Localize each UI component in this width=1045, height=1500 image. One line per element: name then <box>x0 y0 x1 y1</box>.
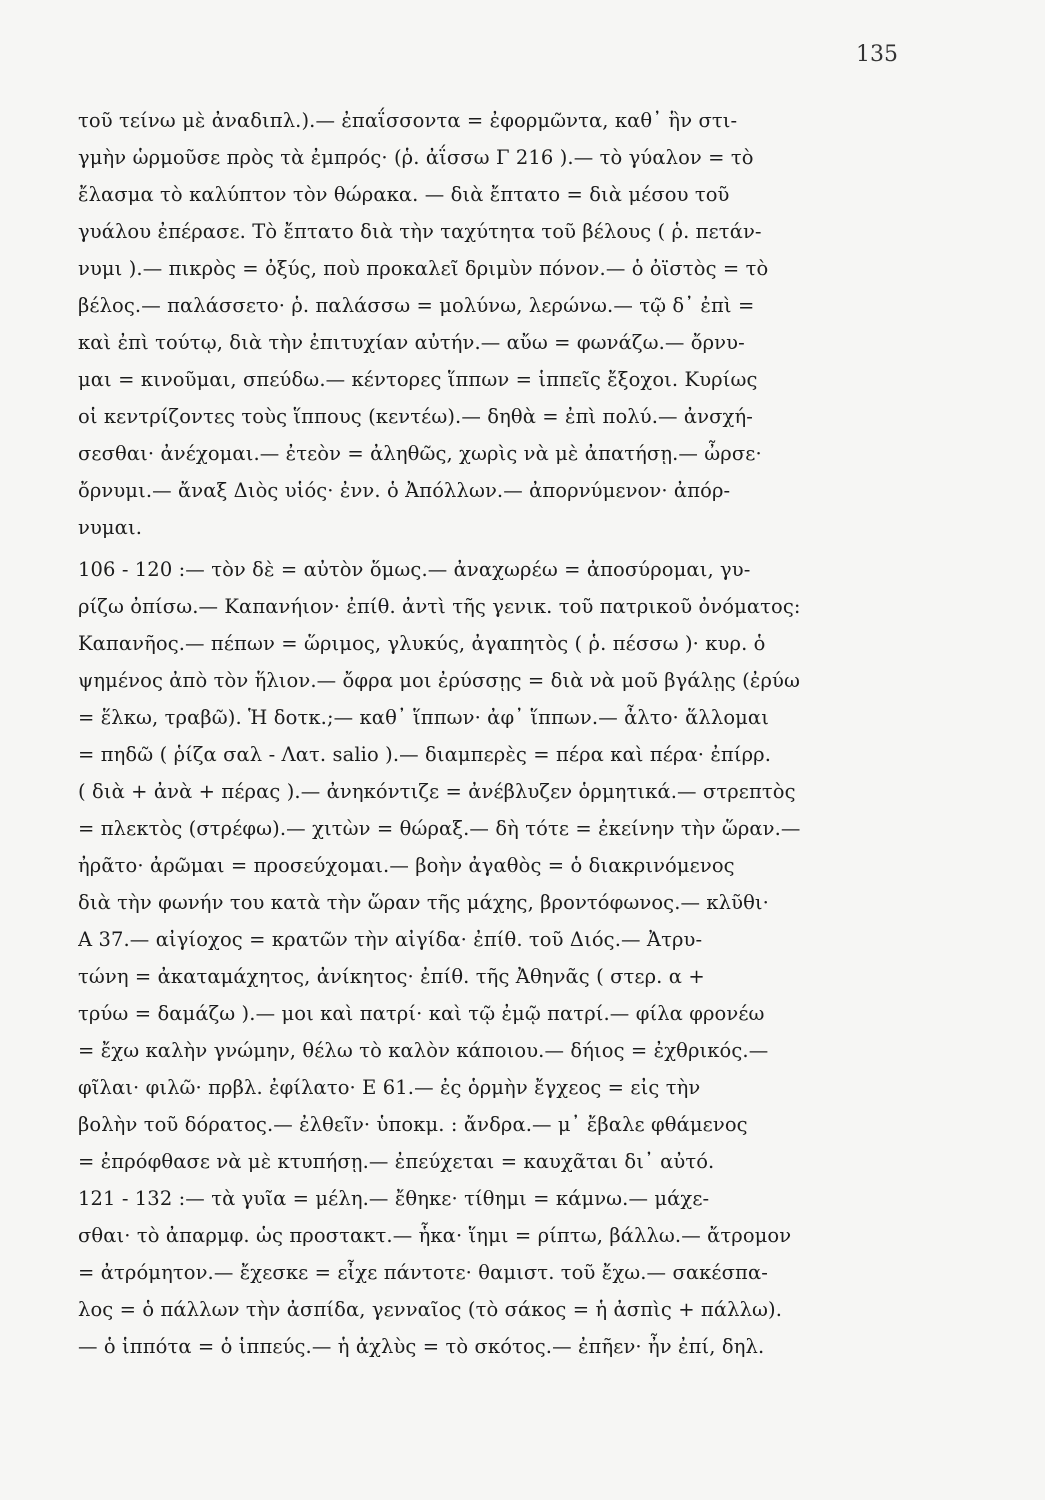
text-line: Καπανῆος.— πέπων = ὥριμος, γλυκύς, ἀγαπητὸς ( ῥ. πέσσω )· κυρ. ὁ <box>78 632 766 655</box>
text-line: = ἔχω καλὴν γνώμην, θέλω τὸ καλὸν κάποιου.— δήιος = ἐχθρικός.— <box>78 1039 769 1062</box>
text-line: = πλεκτὸς (στρέφω).— χιτὼν = θώραξ.— δὴ τότε = ἐκείνην τὴν ὥραν.— <box>78 817 801 840</box>
text-line: διὰ τὴν φωνήν του κατὰ τὴν ὥραν τῆς μάχης, βροντόφωνος.— κλῦθι· <box>78 891 769 914</box>
commentary-paragraph-2 <box>78 551 910 1180</box>
text-line: τώνη = ἀκαταμάχητος, ἀνίκητος· ἐπίθ. τῆς Ἀθηνᾶς ( στερ. α + <box>78 965 705 988</box>
text-line: νυμι ).— πικρὸς = ὀξύς, ποὺ προκαλεῖ δριμὺν πόνον.— ὁ ὀϊστὸς = τὸ <box>78 257 769 280</box>
text-line: ἔλασμα τὸ καλύπτον τὸν θώρακα. — διὰ ἔπτατο = διὰ μέσου τοῦ <box>78 183 730 206</box>
text-line: γυάλου ἐπέρασε. Τὸ ἔπτατο διὰ τὴν ταχύτητα τοῦ βέλους ( ῥ. πετάν- <box>78 220 762 243</box>
text-line: σεσθαι· ἀνέχομαι.— ἐτεὸν = ἀληθῶς, χωρὶς νὰ μὲ ἀπατήσῃ.— ὦρσε· <box>78 442 762 465</box>
text-line: 106 - 120 :— τὸν δὲ = αὐτὸν ὅμως.— ἀναχωρέω = ἀποσύρομαι, γυ- <box>78 558 751 581</box>
text-line: 121 - 132 :— τὰ γυῖα = μέλη.— ἔθηκε· τίθημι = κάμνω.— μάχε- <box>78 1187 710 1210</box>
text-line: τρύω = δαμάζω ).— μοι καὶ πατρί· καὶ τῷ ἐμῷ πατρί.— φίλα φρονέω <box>78 1002 765 1025</box>
text-line: Α 37.— αἰγίοχος = κρατῶν τὴν αἰγίδα· ἐπίθ. τοῦ Διός.— Ἀτρυ- <box>78 928 703 951</box>
text-line: λος = ὁ πάλλων τὴν ἀσπίδα, γενναῖος (τὸ σάκος = ἡ ἀσπὶς + πάλλω). <box>78 1298 783 1321</box>
text-line: γμὴν ὡρμοῦσε πρὸς τὰ ἐμπρός· (ῥ. ἀΐσσω Γ 216 ).— τὸ γύαλον = τὸ <box>78 146 754 169</box>
text-line: νυμαι. <box>78 516 142 539</box>
text-line: σθαι· τὸ ἀπαρμφ. ὡς προστακτ.— ἧκα· ἵημι = ρίπτω, βάλλω.— ἄτρομον <box>78 1224 792 1247</box>
text-line: = πηδῶ ( ῥίζα σαλ - Λατ. salio ).— διαμπερὲς = πέρα καὶ πέρα· ἐπίρρ. <box>78 743 772 766</box>
text-line: = ἀτρόμητον.— ἔχεσκε = εἶχε πάντοτε· θαμιστ. τοῦ ἔχω.— σακέσπα- <box>78 1261 768 1284</box>
text-line: τοῦ τείνω μὲ ἀναδιπλ.).— ἐπαΐσσοντα = ἐφορμῶντα, καθ᾽ ἣν στι- <box>78 109 738 132</box>
text-line: οἱ κεντρίζοντες τοὺς ἵππους (κεντέω).— δηθὰ = ἐπὶ πολύ.— ἀνσχή- <box>78 405 753 428</box>
text-line: καὶ ἐπὶ τούτῳ, διὰ τὴν ἐπιτυχίαν αὐτήν.— αὔω = φωνάζω.— ὄρνυ- <box>78 331 745 354</box>
text-line: ἠρᾶτο· ἀρῶμαι = προσεύχομαι.— βοὴν ἀγαθὸς = ὁ διακρινόμενος <box>78 854 735 877</box>
text-line: = ἕλκω, τραβῶ). Ἡ δοτκ.;— καθ᾽ ἵππων· ἀφ᾽ ἵππων.— ἆλτο· ἅλλομαι <box>78 706 769 729</box>
commentary-paragraph-1 <box>78 102 910 546</box>
page-number: 135 <box>856 42 898 67</box>
text-line: ρίζω ὀπίσω.— Καπανήιον· ἐπίθ. ἀντὶ τῆς γενικ. τοῦ πατρικοῦ ὀνόματος: <box>78 595 801 618</box>
text-line: = ἐπρόφθασε νὰ μὲ κτυπήσῃ.— ἐπεύχεται = καυχᾶται δι᾽ αὐτό. <box>78 1150 715 1173</box>
text-line: βολὴν τοῦ δόρατος.— ἐλθεῖν· ὑποκμ. : ἄνδρα.— μ᾽ ἔβαλε φθάμενος <box>78 1113 748 1136</box>
commentary-paragraph-3 <box>78 1180 910 1365</box>
text-line: βέλος.— παλάσσετο· ῥ. παλάσσω = μολύνω, λερώνω.— τῷ δ᾽ ἐπὶ = <box>78 294 755 317</box>
text-line: — ὁ ἱππότα = ὁ ἱππεύς.— ἡ ἀχλὺς = τὸ σκότος.— ἐπῆεν· ἦν ἐπί, δηλ. <box>78 1335 765 1358</box>
text-line: φῖλαι· φιλῶ· πρβλ. ἐφίλατο· Ε 61.— ἐς ὁρμὴν ἔγχεος = εἰς τὴν <box>78 1076 701 1099</box>
text-line: μαι = κινοῦμαι, σπεύδω.— κέντορες ἵππων = ἱππεῖς ἔξοχοι. Κυρίως <box>78 368 758 391</box>
text-line: ὄρνυμι.— ἄναξ Διὸς υἱός· ἐνν. ὁ Ἀπόλλων.— ἀπορνύμενον· ἀπόρ- <box>78 479 731 502</box>
text-line: ( διὰ + ἀνὰ + πέρας ).— ἀνηκόντιζε = ἀνέβλυζεν ὁρμητικά.— στρεπτὸς <box>78 780 796 803</box>
text-line: ψημένος ἀπὸ τὸν ἥλιον.— ὄφρα μοι ἐρύσσῃς = διὰ νὰ μοῦ βγάλῃς (ἐρύω <box>78 669 800 692</box>
